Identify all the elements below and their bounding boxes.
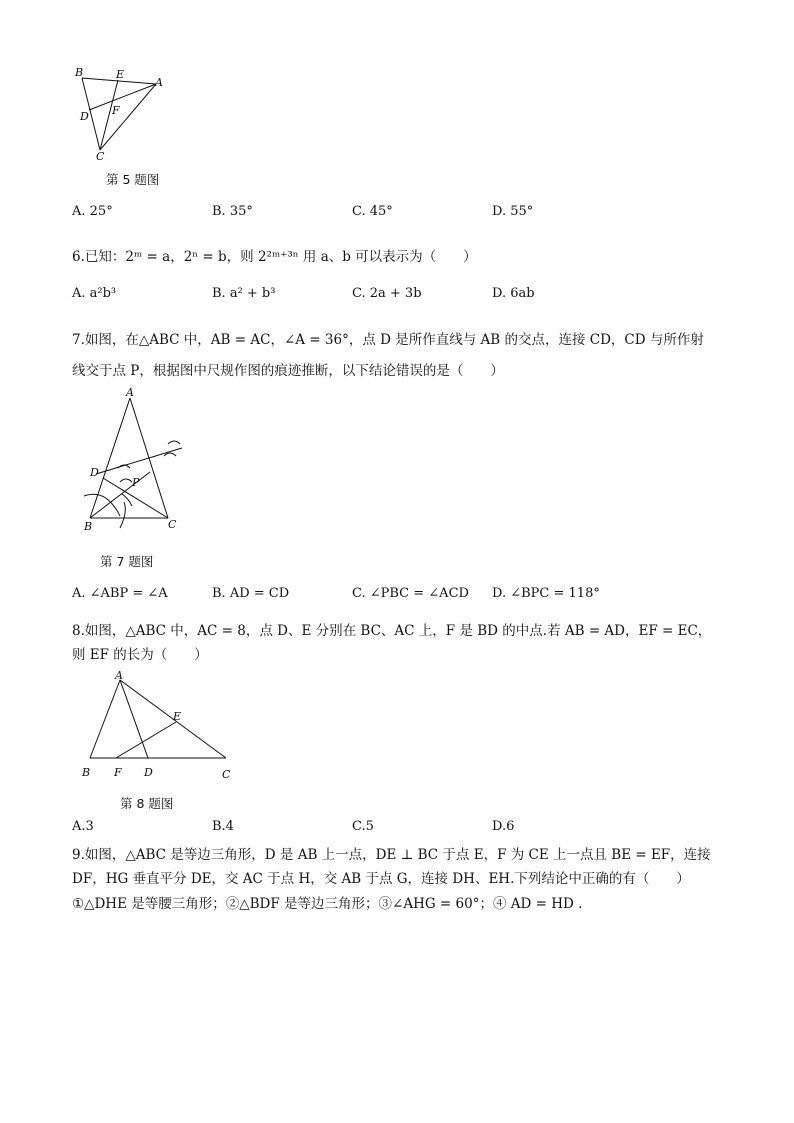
q7-point-d: D (90, 466, 99, 479)
q5-point-e: E (116, 68, 125, 81)
q8-option-b: B.4 (212, 819, 234, 834)
q8-figure-label: 第 8 题图 (120, 796, 174, 811)
q5-point-c: C (96, 150, 105, 162)
q8-stem-line1: 8.如图，△ABC 中，AC = 8，点 D、E 分别在 BC、AC 上，F 是 BD 的中点.若 AB = AD，EF = EC， (72, 623, 712, 639)
q7-point-p: P (132, 476, 140, 489)
q5-option-a: A. 25° (72, 204, 113, 219)
q6-option-d: D. 6ab (492, 286, 535, 301)
q8-option-a: A.3 (72, 819, 94, 834)
q9-stem-line2: DF，HG 垂直平分 DE，交 AC 于点 H，交 AB 于点 G，连接 DH、EH.下列结论中正确的有（ ） (72, 871, 690, 887)
q8-stem-line2: 则 EF 的长为（ ） (72, 647, 208, 663)
q6-option-c: C. 2a + 3b (352, 286, 422, 301)
q7-stem-line2: 线交于点 P，根据图中尺规作图的痕迹推断，以下结论错误的是（ ） (72, 363, 504, 379)
q7-stem-line1: 7.如图，在△ABC 中，AB = AC，∠A = 36°，点 D 是所作直线与 AB 的交点，连接 CD，CD 与所作射 (72, 332, 704, 348)
q5-figure (72, 64, 172, 162)
q5-point-a: A (155, 76, 163, 89)
q8-point-a: A (115, 669, 123, 682)
q8-figure (76, 666, 240, 784)
q6-option-b: B. a² + b³ (212, 286, 276, 301)
q8-option-d: D.6 (492, 819, 515, 834)
q7-figure (78, 386, 198, 536)
q7-option-d: D. ∠BPC = 118° (492, 586, 600, 601)
q9-stem-line3: ①△DHE 是等腰三角形；②△BDF 是等边三角形；③∠AHG = 60°；④ AD = HD . (72, 896, 583, 912)
q8-option-c: C.5 (352, 819, 374, 834)
q5-point-f: F (112, 104, 120, 117)
q7-option-a: A. ∠ABP = ∠A (72, 586, 168, 601)
q8-point-d: D (144, 766, 153, 779)
q7-point-a: A (126, 386, 134, 399)
q8-point-e: E (173, 710, 182, 723)
q9-stem-line1: 9.如图，△ABC 是等边三角形，D 是 AB 上一点，DE ⊥ BC 于点 E，F 为 CE 上一点且 BE = EF，连接 (72, 847, 711, 863)
q5-figure-label: 第 5 题图 (106, 172, 160, 187)
q8-point-f: F (114, 766, 122, 779)
q5-point-d: D (80, 110, 89, 123)
q6-option-a: A. a²b³ (72, 286, 117, 301)
q5-point-b: B (75, 66, 84, 79)
q7-figure-label: 第 7 题图 (100, 554, 154, 569)
q5-option-d: D. 55° (492, 204, 534, 219)
q8-point-b: B (82, 766, 91, 779)
q7-point-b: B (84, 520, 93, 533)
q5-option-c: C. 45° (352, 204, 393, 219)
q5-option-b: B. 35° (212, 204, 253, 219)
q7-point-c: C (168, 518, 177, 531)
q8-point-c: C (222, 768, 231, 781)
q6-stem: 6.已知：2ᵐ = a，2ⁿ = b，则 2²ᵐ⁺³ⁿ 用 a、b 可以表示为（ ） (72, 249, 477, 265)
q7-option-c: C. ∠PBC = ∠ACD (352, 586, 469, 601)
q7-option-b: B. AD = CD (212, 586, 290, 601)
